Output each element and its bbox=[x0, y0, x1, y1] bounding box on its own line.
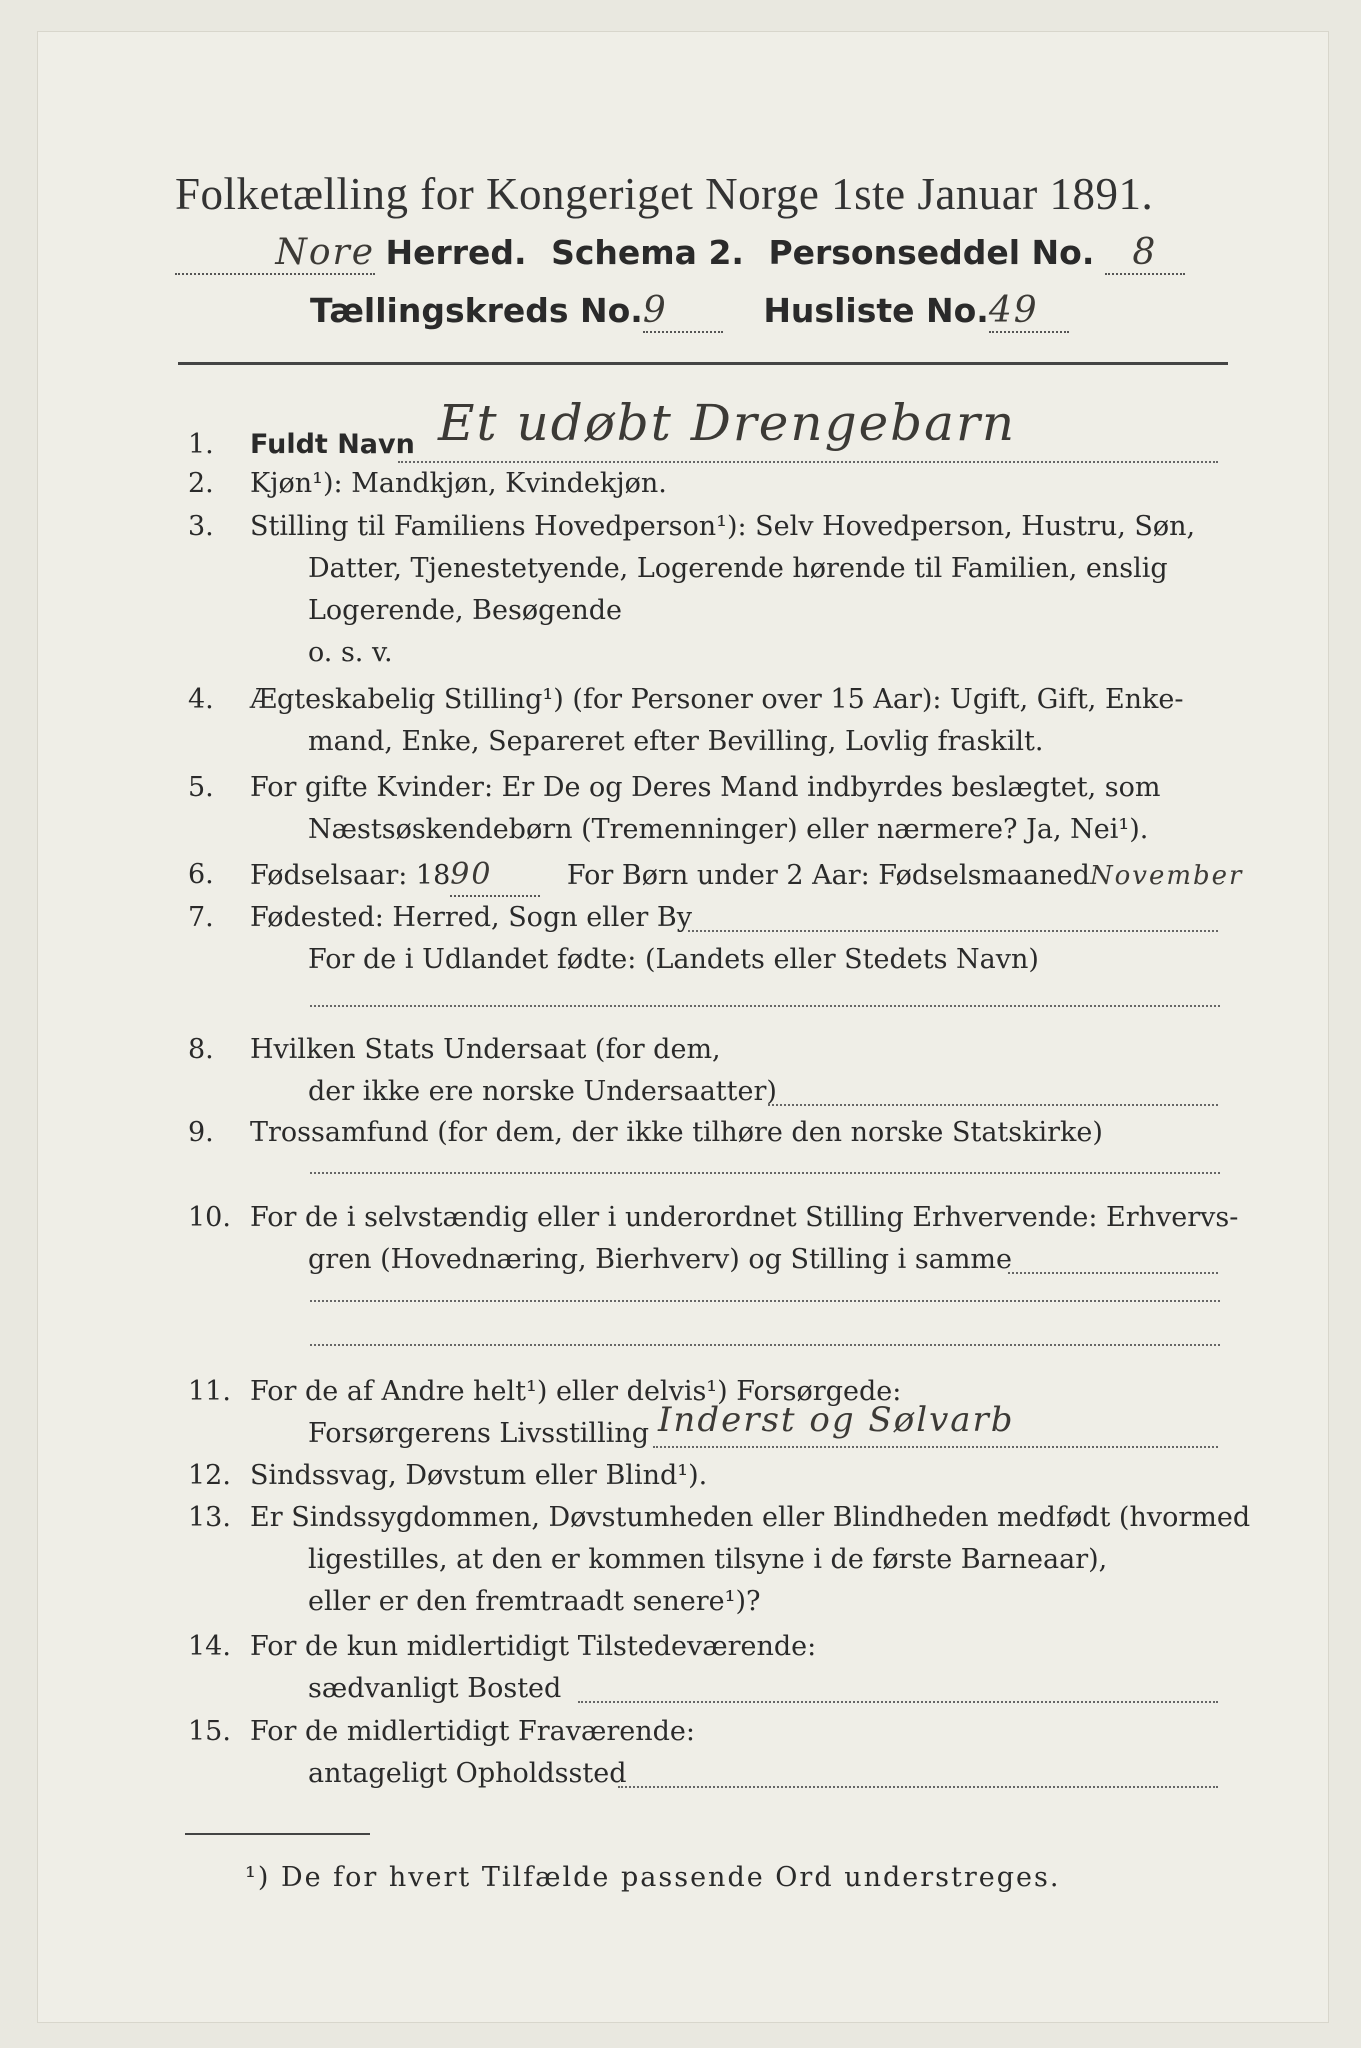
footnote: ¹) De for hvert Tilfælde passende Ord understreges. bbox=[245, 1862, 1061, 1893]
fill-line bbox=[310, 1172, 1220, 1174]
birth-year-value: 90 bbox=[450, 855, 540, 897]
field-number: 4. bbox=[188, 684, 214, 715]
field-number: 6. bbox=[188, 859, 214, 890]
header-line-1 bbox=[175, 232, 1185, 275]
field-number: 9. bbox=[188, 1117, 214, 1148]
field-number: 13. bbox=[188, 1502, 231, 1533]
field-number: 14. bbox=[188, 1631, 231, 1662]
field-label: For gifte Kvinder: Er De og Deres Mand indbyrdes beslægtet, som bbox=[250, 772, 1161, 803]
fill-line bbox=[768, 1104, 1218, 1106]
field-label: Hvilken Stats Undersaat (for dem, bbox=[250, 1034, 721, 1065]
field-label: ligestilles, at den er kommen tilsyne i de første Barneaar), bbox=[308, 1544, 1108, 1575]
fill-line bbox=[310, 1344, 1220, 1346]
field-label: sædvanligt Bosted bbox=[308, 1673, 562, 1704]
field-label: Næstsøskendebørn (Tremenninger) eller nærmere? Ja, Nei¹). bbox=[308, 814, 1149, 845]
fill-line bbox=[578, 1701, 1218, 1703]
header-line-2 bbox=[310, 290, 1069, 333]
field-label: For de kun midlertidigt Tilstedeværende: bbox=[250, 1631, 817, 1662]
field-label: For de i Udlandet fødte: (Landets eller Stedets Navn) bbox=[308, 944, 1039, 975]
fill-line bbox=[310, 1005, 1220, 1007]
header-rule bbox=[178, 362, 1228, 365]
field-label: mand, Enke, Separeret efter Bevilling, Lovlig fraskilt. bbox=[308, 726, 1044, 757]
husliste-value: 49 bbox=[989, 290, 1069, 333]
birth-year-label: Fødselsaar: 18 bbox=[250, 860, 451, 891]
field-number: 12. bbox=[188, 1460, 231, 1491]
field-label: Fødested: Herred, Sogn eller By bbox=[250, 902, 693, 933]
field-label: For de midlertidigt Fraværende: bbox=[250, 1716, 696, 1747]
field-number: 3. bbox=[188, 511, 214, 542]
field-label: Logerende, Besøgende bbox=[308, 595, 622, 626]
fill-line bbox=[653, 1446, 1218, 1448]
personseddel-label: Personseddel No. bbox=[768, 233, 1095, 272]
herred-label: Herred. bbox=[385, 233, 527, 272]
fill-line bbox=[398, 461, 1218, 463]
footnote-rule bbox=[185, 1833, 370, 1835]
field-label: der ikke ere norske Undersaatter) bbox=[308, 1076, 777, 1107]
field-label: For de af Andre helt¹) eller delvis¹) Forsørgede: bbox=[250, 1376, 902, 1407]
personseddel-value: 8 bbox=[1105, 232, 1185, 275]
schema-label: Schema 2. bbox=[551, 233, 744, 272]
field-number: 10. bbox=[188, 1202, 231, 1233]
birth-month-label: For Børn under 2 Aar: Fødselsmaaned bbox=[566, 860, 1090, 891]
field-label: Ægteskabelig Stilling¹) (for Personer over 15 Aar): Ugift, Gift, Enke- bbox=[250, 684, 1184, 715]
field-label: Fuldt Navn bbox=[250, 429, 415, 460]
field-label: For de i selvstændig eller i underordnet Stilling Erhvervende: Erhvervs- bbox=[250, 1202, 1239, 1233]
field-label: Kjøn¹): Mandkjøn, Kvindekjøn. bbox=[250, 468, 667, 499]
fill-line bbox=[618, 1786, 1218, 1788]
taellingskreds-label: Tællingskreds No. bbox=[310, 291, 643, 330]
field-label: Stilling til Familiens Hovedperson¹): Selv Hovedperson, Hustru, Søn, bbox=[250, 511, 1196, 542]
field-label: o. s. v. bbox=[308, 637, 393, 668]
field-number: 2. bbox=[188, 468, 214, 499]
form-title: Folketælling for Kongeriget Norge 1ste Januar 1891. bbox=[175, 169, 1154, 219]
field-label: antageligt Opholdssted bbox=[308, 1758, 627, 1789]
field-number: 5. bbox=[188, 772, 214, 803]
husliste-label: Husliste No. bbox=[763, 291, 989, 330]
field-label: gren (Hovednæring, Bierhverv) og Stilling i samme bbox=[308, 1244, 1013, 1275]
field-label: Er Sindssygdommen, Døvstumheden eller Blindheden medfødt (hvormed bbox=[250, 1502, 1251, 1533]
field-label: Datter, Tjenestetyende, Logerende hørende til Familien, enslig bbox=[308, 553, 1168, 584]
field-number: 1. bbox=[188, 429, 214, 460]
field-label: Forsørgerens Livsstilling bbox=[308, 1418, 650, 1449]
fill-line bbox=[310, 1300, 1220, 1302]
field-number: 8. bbox=[188, 1034, 214, 1065]
full-name-value: Et udøbt Drengebarn bbox=[438, 394, 1017, 452]
field-label: eller er den fremtraadt senere¹)? bbox=[308, 1586, 761, 1617]
herred-value: Nore bbox=[175, 232, 375, 275]
field-label: Sindssvag, Døvstum eller Blind¹). bbox=[250, 1460, 708, 1491]
field-number: 15. bbox=[188, 1716, 231, 1747]
provider-occupation-value: Inderst og Sølvarb bbox=[658, 1400, 1015, 1440]
field-number: 11. bbox=[188, 1376, 231, 1407]
field-label bbox=[250, 855, 1243, 897]
fill-line bbox=[1008, 1272, 1218, 1274]
field-number: 7. bbox=[188, 902, 214, 933]
field-label: Trossamfund (for dem, der ikke tilhøre den norske Statskirke) bbox=[250, 1117, 1103, 1148]
birth-month-value: November bbox=[1089, 861, 1244, 891]
fill-line bbox=[688, 930, 1218, 932]
taellingskreds-value: 9 bbox=[643, 290, 723, 333]
